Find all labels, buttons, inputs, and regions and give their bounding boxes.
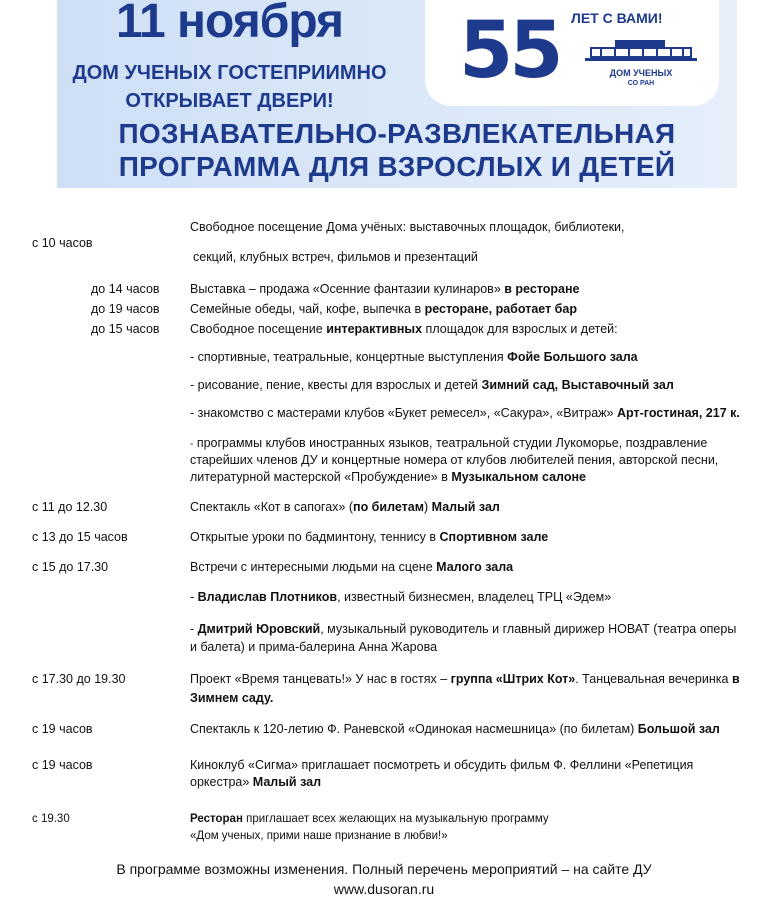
time-slot: с 19.30 — [32, 813, 70, 825]
schedule-item: оркестра» Малый зал — [190, 775, 322, 789]
event-date: 11 ноября — [115, 0, 344, 48]
building-icon — [585, 36, 697, 62]
schedule-item: - знакомство с мастерами клубов «Букет ремесел», «Сакура», «Витраж» Арт-гостиная, 217 к. — [190, 406, 740, 420]
time-slot: до 19 часов — [91, 302, 160, 316]
schedule-item: Спектакль «Кот в сапогах» (по билетам) Малый зал — [190, 500, 500, 514]
schedule-item: Спектакль к 120-летию Ф. Раневской «Одинокая насмешница» (по билетам) Большой зал — [190, 722, 720, 736]
schedule-item: - рисование, пение, квесты для взрослых и детей Зимний сад, Выставочный зал — [190, 378, 674, 392]
schedule-item: литературной мастерской «Пробуждение» в Музыкальном салоне — [190, 470, 586, 484]
schedule-item: - Дмитрий Юровский, музыкальный руководитель и главный дирижер НОВАТ (театра оперы — [190, 622, 737, 636]
schedule-item: - программы клубов иностранных языков, театральной студии Лукоморье, поздравление — [190, 436, 708, 450]
logo-number: 55 — [459, 6, 560, 96]
schedule-item: Семейные обеды, чай, кофе, выпечка в ресторане, работает бар — [190, 302, 577, 316]
logo-sub: СО РАН — [627, 80, 655, 87]
time-slot: с 17.30 до 19.30 — [32, 672, 126, 686]
schedule-item: Встречи с интересными людьми на сцене Малого зала — [190, 560, 514, 574]
banner-subtitle-1: ДОМ УЧЕНЫХ ГОСТЕПРИИМНО — [72, 62, 387, 84]
time-slot: с 19 часов — [32, 722, 93, 736]
footer-website-link[interactable]: www.dusoran.ru — [333, 881, 435, 897]
program-title-1: ПОЗНАВАТЕЛЬНО-РАЗВЛЕКАТЕЛЬНАЯ — [118, 118, 676, 149]
schedule-item: Свободное посещение Дома учёных: выставочных площадок, библиотеки, — [190, 220, 625, 234]
anniversary-logo — [425, 0, 719, 106]
schedule-item: Открытые уроки по бадминтону, теннису в Спортивном зале — [190, 530, 549, 544]
banner-subtitle-2: ОТКРЫВАЕТ ДВЕРИ! — [125, 90, 334, 112]
time-slot: до 14 часов — [91, 282, 160, 296]
schedule-item: «Дом ученых, прими наше признание в любви!» — [190, 830, 448, 842]
schedule-item: - спортивные, театральные, концертные выступления Фойе Большого зала — [190, 350, 638, 364]
time-slot: с 15 до 17.30 — [32, 560, 109, 574]
time-slot: с 11 до 12.30 — [32, 500, 108, 514]
footer-note: В программе возможны изменения. Полный перечень мероприятий – на сайте ДУ — [116, 861, 652, 877]
schedule-item: Проект «Время танцевать!» У нас в гостях – группа «Штрих Кот». Танцевальная вечеринка в — [190, 672, 740, 686]
header-banner — [57, 0, 737, 188]
program-title-2: ПРОГРАММА ДЛЯ ВЗРОСЛЫХ И ДЕТЕЙ — [118, 151, 676, 182]
time-slot: до 15 часов — [91, 322, 160, 336]
schedule-item: Выставка – продажа «Осенние фантазии кулинаров» в ресторане — [190, 282, 580, 296]
schedule-item: Ресторан приглашает всех желающих на музыкальную программу — [190, 813, 549, 825]
schedule-item: и балета) и прима-балерина Анна Жарова — [190, 640, 438, 654]
schedule-item: - Владислав Плотников, известный бизнесмен, владелец ТРЦ «Эдем» — [190, 590, 612, 604]
schedule-item: Свободное посещение интерактивных площадок для взрослых и детей: — [190, 322, 618, 336]
schedule-item: секций, клубных встреч, фильмов и презентаций — [193, 250, 478, 264]
schedule-item: Киноклуб «Сигма» приглашает посмотреть и обсудить фильм Ф. Феллини «Репетиция — [190, 758, 694, 772]
time-slot: с 10 часов — [32, 236, 93, 250]
logo-name: ДОМ УЧЕНЫХ — [609, 68, 673, 78]
time-slot: с 19 часов — [32, 758, 93, 772]
time-slot: с 13 до 15 часов — [32, 530, 128, 544]
logo-tagline: ЛЕТ С ВАМИ! — [571, 10, 663, 26]
schedule-item: Зимнем саду. — [190, 691, 274, 705]
schedule-item: старейших членов ДУ и концертные номера от клубов любителей пения, авторской песни, — [190, 453, 719, 467]
